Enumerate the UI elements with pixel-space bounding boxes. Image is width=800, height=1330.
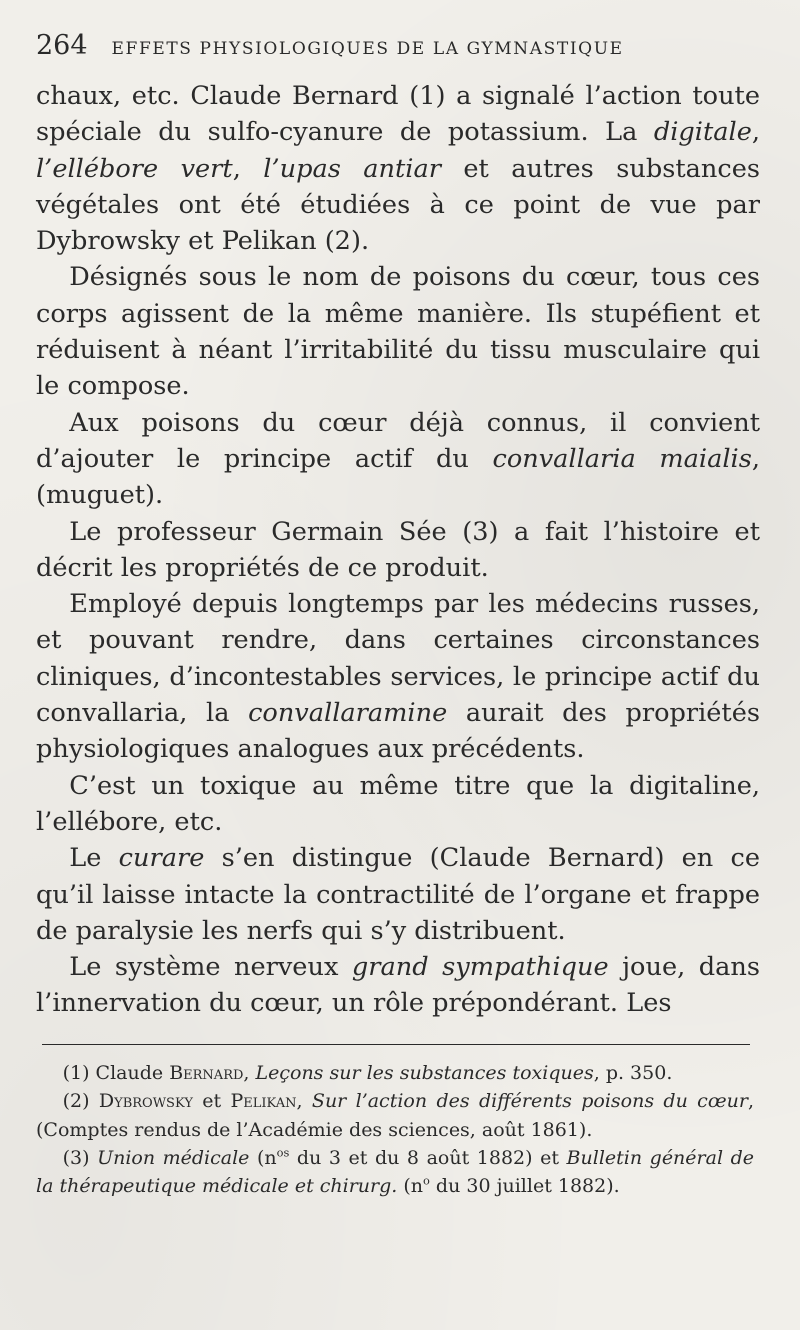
work-title: Bulletin général de la thérapeutique médicale et chirurg. xyxy=(36,1146,754,1198)
text-run: Employé depuis longtemps par les médecins russes, et pouvant rendre, dans certaines circonstances cliniques, d’incontestables services, le principe actif du convallaria, la xyxy=(36,589,760,729)
italic-term: grand sympathique xyxy=(351,952,609,983)
text-run: , xyxy=(232,153,264,184)
text-run: , (muguet). xyxy=(36,443,760,511)
italic-term: l’ellébore vert xyxy=(36,153,233,184)
footnotes xyxy=(36,1059,760,1201)
italic-term: convallaramine xyxy=(248,698,448,729)
author-name: Pelikan xyxy=(230,1090,297,1113)
text-run: et autres substances végétales ont été étudiées à ce point de vue par Dybrowsky et Pelikan (2). xyxy=(36,153,760,257)
main-text xyxy=(36,78,760,1022)
paragraph-4: Le professeur Germain Sée (3) a fait l’histoire et décrit les propriétés de ce produit. xyxy=(36,516,760,583)
footnote-2 xyxy=(36,1087,754,1144)
footnote-mark: (3) xyxy=(62,1146,90,1169)
text-run: , xyxy=(243,1061,256,1084)
text-run: du 3 et du 8 août 1882) et xyxy=(289,1146,567,1169)
author-name: Dybrowsky xyxy=(98,1090,193,1113)
work-title: Union médicale xyxy=(97,1146,250,1169)
page-number: 264 xyxy=(36,30,88,61)
italic-term: digitale xyxy=(653,117,752,148)
paragraph-7 xyxy=(36,840,760,949)
text-run: du 30 juillet 1882). xyxy=(429,1175,620,1198)
text-run: Claude xyxy=(89,1061,170,1084)
text-run: et xyxy=(192,1090,231,1113)
paragraph-2: Désignés sous le nom de poisons du cœur, tous ces corps agissent de la même manière. Ils stupéfient et réduisent à néant l’irritabilité du tissu musculaire qui le compose. xyxy=(36,262,760,402)
running-title: EFFETS PHYSIOLOGIQUES DE LA GYMNASTIQUE xyxy=(111,39,624,59)
text-run: s’en distingue (Claude Bernard) en ce qu’il laisse intacte la contractilité de l’organe et frappe de paralysie les nerfs qui s’y distribuent. xyxy=(36,843,761,946)
text-run: Le système nerveux xyxy=(69,952,352,983)
footnote-3 xyxy=(36,1144,754,1201)
footnote-mark: (2) xyxy=(62,1090,90,1113)
text-run: Aux poisons du cœur déjà connus, il convient d’ajouter le principe actif du xyxy=(36,407,760,474)
text-run: (n xyxy=(397,1175,424,1198)
text-run: , p. 350. xyxy=(593,1061,673,1084)
text-run xyxy=(90,1090,99,1112)
paragraph-5 xyxy=(36,586,760,767)
footnote-mark: (1) xyxy=(62,1061,90,1084)
work-title: Sur l’action des différents poisons du cœur xyxy=(311,1090,748,1113)
italic-term: convallaria maialis xyxy=(492,443,752,474)
text-run: aurait des propriétés physiologiques analogues aux précédents. xyxy=(36,698,760,765)
author-name: Bernard xyxy=(169,1061,244,1084)
paragraph-3 xyxy=(36,405,760,514)
text-run xyxy=(90,1147,98,1169)
italic-term: curare xyxy=(118,843,205,874)
text-run: chaux, etc. Claude Bernard (1) a signalé l’action toute spéciale du sulfo-cyanure de potassium. La xyxy=(36,81,760,148)
paragraph-6: C’est un toxique au même titre que la digitaline, l’ellébore, etc. xyxy=(36,770,760,837)
text-run: , (Comptes rendus de l’Académie des sciences, août 1861). xyxy=(36,1090,754,1141)
paragraph-8 xyxy=(36,949,760,1022)
running-header xyxy=(36,30,760,78)
text-run: joue, dans l’innervation du cœur, un rôle prépondérant. Les xyxy=(36,952,760,1019)
text-run: , xyxy=(296,1090,312,1113)
footnote-divider xyxy=(42,1044,750,1045)
superscript: o xyxy=(423,1174,430,1189)
footnote-1 xyxy=(36,1059,754,1087)
work-title: Leçons sur les substances toxiques xyxy=(255,1061,594,1084)
text-run: (n xyxy=(249,1146,277,1169)
text-run: Le xyxy=(69,843,119,874)
superscript: os xyxy=(276,1145,290,1160)
paragraph-1 xyxy=(36,78,760,259)
text-run: , xyxy=(751,117,760,148)
italic-term: l’upas antiar xyxy=(263,153,441,184)
